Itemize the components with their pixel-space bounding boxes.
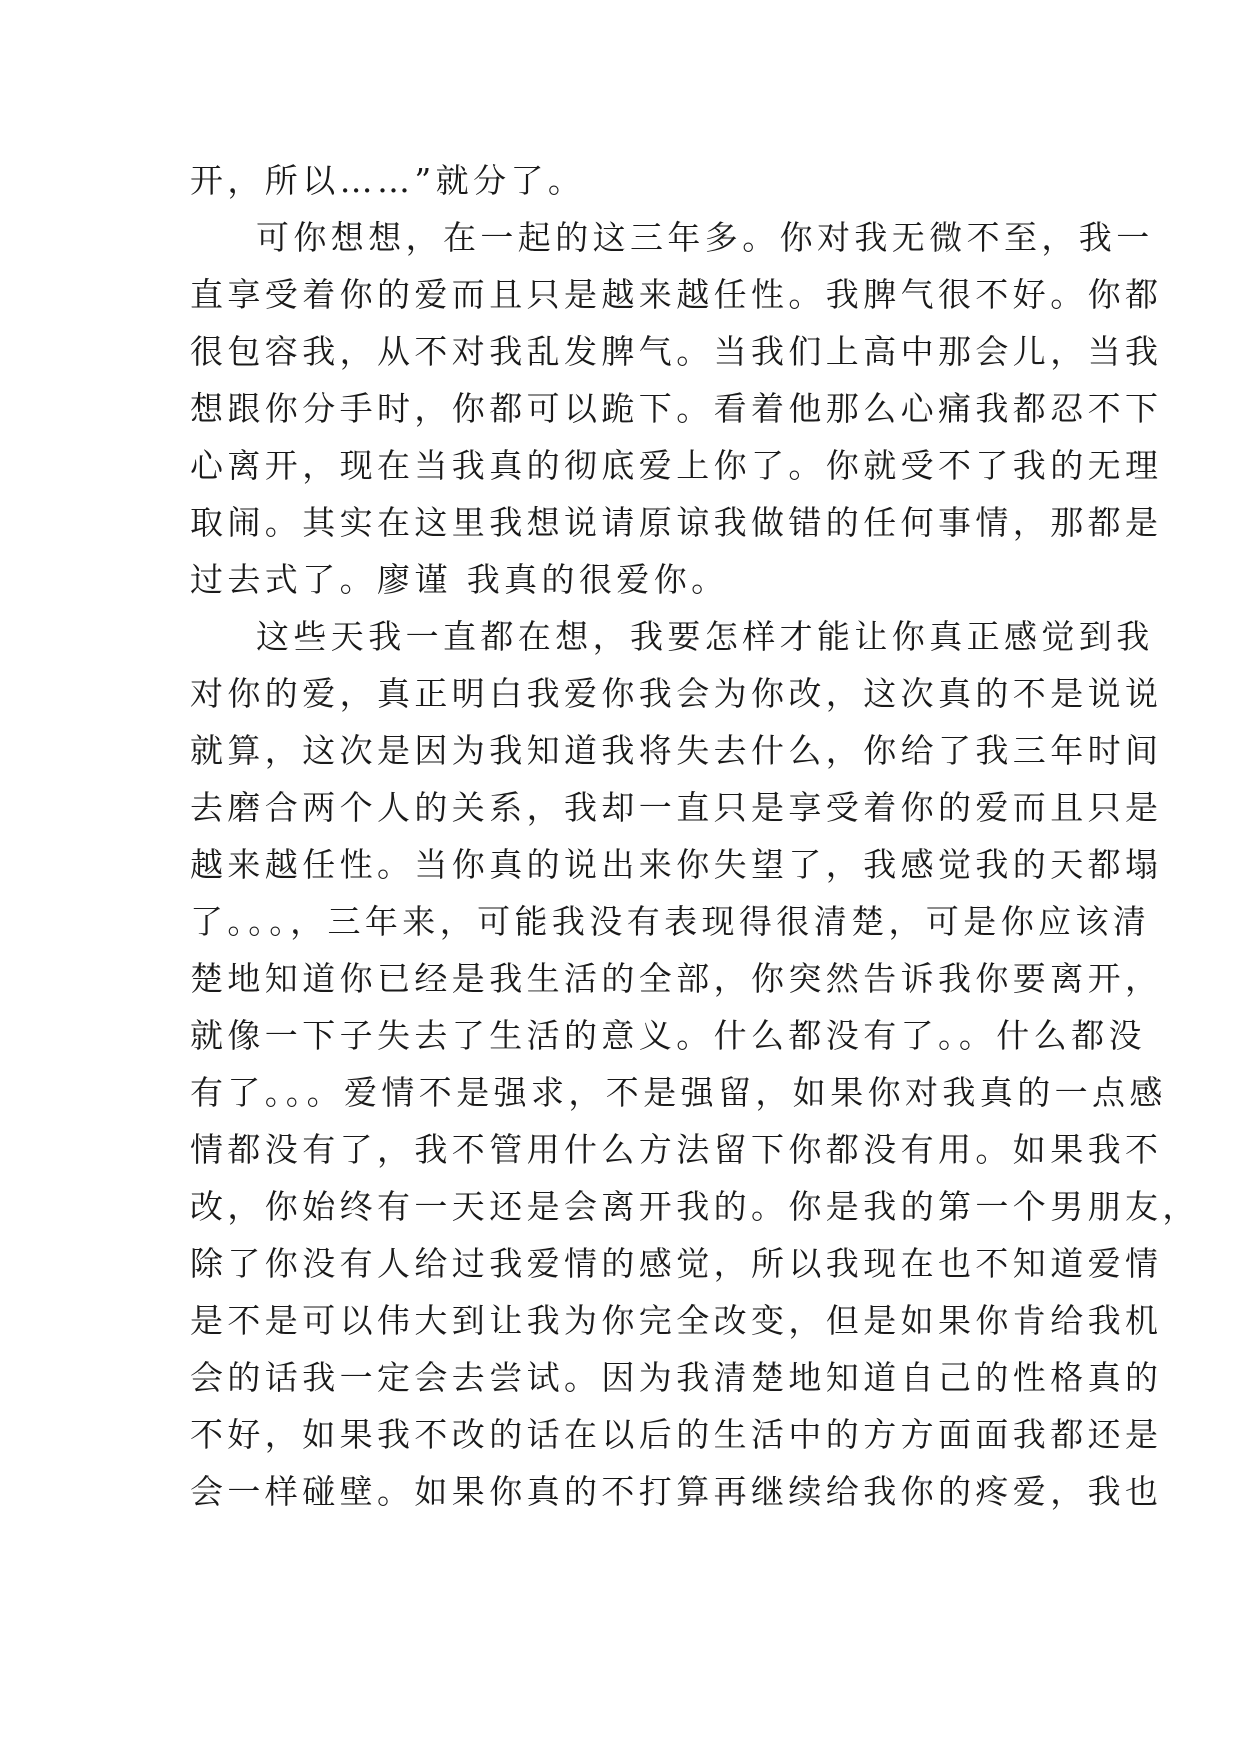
text-line: 不好，如果我不改的话在以后的生活中的方方面面我都还是 <box>190 1415 1163 1454</box>
text-line: 会一样碰壁。如果你真的不打算再继续给我你的疼爱，我也 <box>190 1472 1163 1511</box>
text-line: 可你想想，在一起的这三年多。你对我无微不至，我一 <box>256 218 1154 257</box>
text-line: 情都没有了，我不管用什么方法留下你都没有用。如果我不 <box>190 1130 1163 1169</box>
text-line: 楚地知道你已经是我生活的全部，你突然告诉我你要离开， <box>190 959 1163 998</box>
text-line: 想跟你分手时，你都可以跪下。看着他那么心痛我都忍不下 <box>190 389 1163 428</box>
text-line: 直享受着你的爱而且只是越来越任性。我脾气很不好。你都 <box>190 275 1163 314</box>
text-line: 开，所以……”就分了。 <box>190 161 586 200</box>
text-line: 就算，这次是因为我知道我将失去什么，你给了我三年时间 <box>190 731 1163 770</box>
text-line: 越来越任性。当你真的说出来你失望了，我感觉我的天都塌 <box>190 845 1163 884</box>
text-line: 是不是可以伟大到让我为你完全改变，但是如果你肯给我机 <box>190 1301 1163 1340</box>
text-line: 改，你始终有一天还是会离开我的。你是我的第一个男朋友， <box>190 1187 1200 1226</box>
text-line: 过去式了。廖谨 我真的很爱你。 <box>190 560 729 599</box>
text-line: 取闹。其实在这里我想说请原谅我做错的任何事情，那都是 <box>190 503 1163 542</box>
text-line: 心离开，现在当我真的彻底爱上你了。你就受不了我的无理 <box>190 446 1163 485</box>
text-line: 会的话我一定会去尝试。因为我清楚地知道自己的性格真的 <box>190 1358 1163 1397</box>
text-line: 除了你没有人给过我爱情的感觉，所以我现在也不知道爱情 <box>190 1244 1163 1283</box>
text-line: 有了。。。爱情不是强求，不是强留，如果你对我真的一点感 <box>190 1073 1167 1112</box>
text-line: 去磨合两个人的关系，我却一直只是享受着你的爱而且只是 <box>190 788 1163 827</box>
text-line: 就像一下子失去了生活的意义。什么都没有了。。什么都没 <box>190 1016 1146 1055</box>
text-line: 这些天我一直都在想，我要怎样才能让你真正感觉到我 <box>256 617 1154 656</box>
text-line: 很包容我，从不对我乱发脾气。当我们上高中那会儿，当我 <box>190 332 1163 371</box>
text-line: 对你的爱，真正明白我爱你我会为你改，这次真的不是说说 <box>190 674 1163 713</box>
text-line: 了。。。，三年来，可能我没有表现得很清楚，可是你应该清 <box>190 902 1151 941</box>
